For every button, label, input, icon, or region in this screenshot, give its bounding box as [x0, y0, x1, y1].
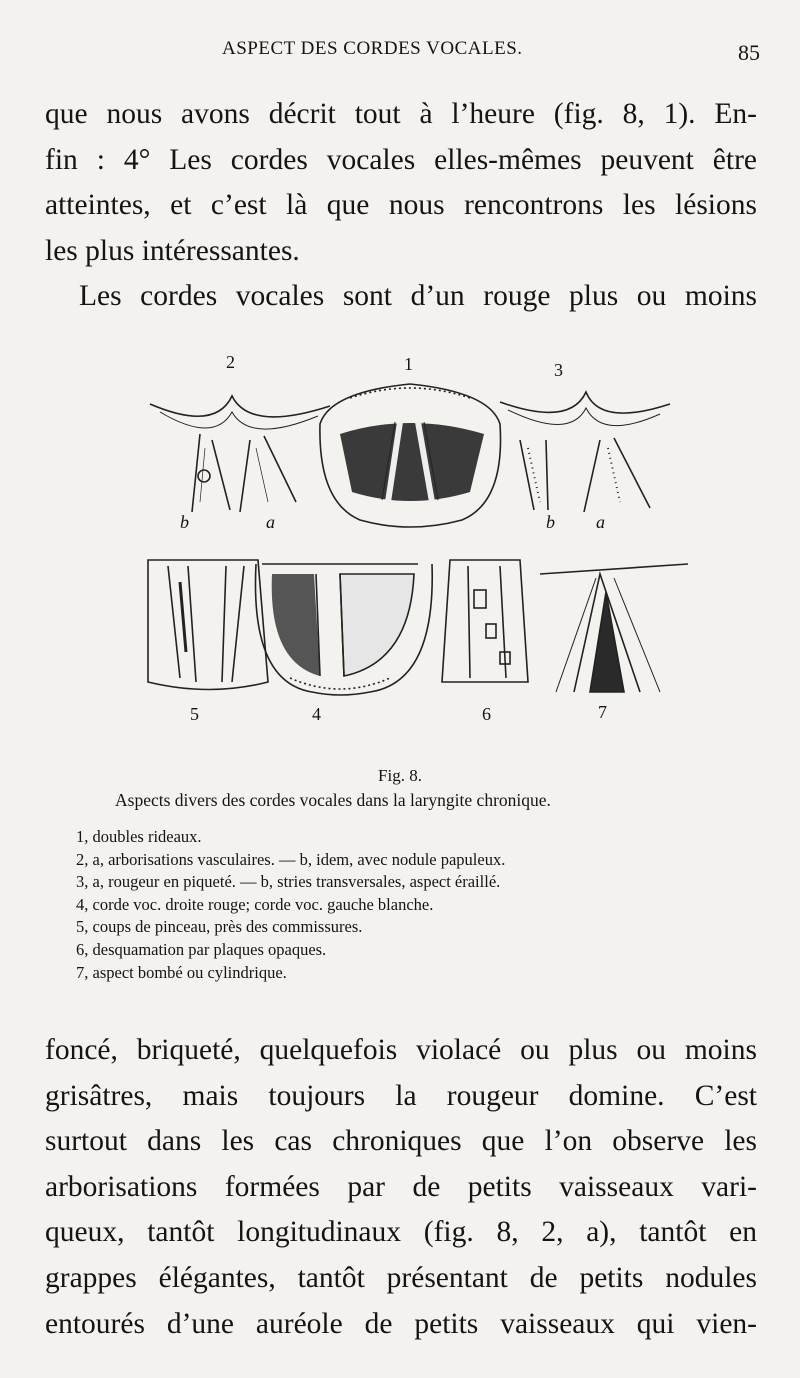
figure-number-3: 3 — [554, 360, 563, 380]
vocal-cords-drawings — [0, 352, 800, 782]
running-header — [0, 34, 800, 74]
legend-item: 2, a, arborisations vasculaires. — b, idem, avec nodule papuleux. — [76, 849, 506, 869]
legend-item: 4, corde voc. droite rouge; corde voc. gauche blanche. — [76, 894, 434, 914]
text-line: surtout dans les cas chroniques que l’on observe les — [45, 1125, 757, 1158]
text-line: les plus intéressantes. — [45, 234, 300, 267]
legend-item: 7, aspect bombé ou cylindrique. — [76, 962, 287, 982]
figure-number-2: 2 — [226, 352, 235, 372]
page-number: 85 — [738, 40, 760, 65]
text-line: atteintes, et c’est là que nous rencontrons les lésions — [45, 189, 757, 222]
drawing-5 — [148, 560, 268, 690]
figure-legend — [76, 826, 736, 984]
figure-number-7: 7 — [598, 702, 607, 722]
legend-item: 6, desquamation par plaques opaques. — [76, 939, 327, 959]
paragraph-bottom — [45, 1028, 757, 1347]
figure-number-4: 4 — [312, 704, 321, 724]
text-line: arborisations formées par de petits vaisseaux vari- — [45, 1170, 757, 1203]
running-title: ASPECT DES CORDES VOCALES. — [222, 38, 523, 59]
figure-number-6: 6 — [482, 704, 491, 724]
drawing-4 — [255, 564, 432, 695]
drawing-6 — [442, 560, 528, 682]
drawing-3 — [500, 392, 670, 512]
text-line: fin : 4° Les cordes vocales elles-mêmes peuvent être — [45, 143, 757, 176]
figure-caption: Aspects divers des cordes vocales dans la laryngite chronique. — [115, 790, 551, 810]
paragraph-top — [45, 92, 757, 320]
text-line: foncé, briqueté, quelquefois violacé ou plus ou moins — [45, 1034, 757, 1066]
legend-item: 3, a, rougeur en piqueté. — b, stries transversales, aspect éraillé. — [76, 872, 501, 892]
text-line: que nous avons décrit tout à l’heure (fig. 8, 1). En- — [45, 98, 757, 130]
figure-label: Fig. 8. — [378, 766, 422, 785]
figure-letter-b: b — [546, 512, 555, 532]
text-line: entourés d’une auréole de petits vaisseaux qui vien- — [45, 1307, 757, 1340]
figure-8-illustration — [0, 352, 800, 782]
text-line: queux, tantôt longitudinaux (fig. 8, 2, a), tantôt en — [45, 1216, 757, 1249]
text-line: grisâtres, mais toujours la rougeur domine. C’est — [45, 1079, 757, 1112]
drawing-2 — [150, 396, 330, 512]
drawing-1 — [320, 384, 501, 527]
figure-letter-a: a — [266, 512, 275, 532]
text-line: Les cordes vocales sont d’un rouge plus ou moins — [79, 280, 757, 313]
text-line: grappes élégantes, tantôt présentant de petits nodules — [45, 1261, 757, 1294]
figure-letter-a: a — [596, 512, 605, 532]
figure-letter-b: b — [180, 512, 189, 532]
legend-item: 1, doubles rideaux. — [76, 827, 202, 846]
legend-item: 5, coups de pinceau, près des commissures. — [76, 917, 363, 937]
drawing-7 — [540, 564, 688, 692]
figure-number-1: 1 — [404, 354, 413, 374]
figure-number-5: 5 — [190, 704, 199, 724]
